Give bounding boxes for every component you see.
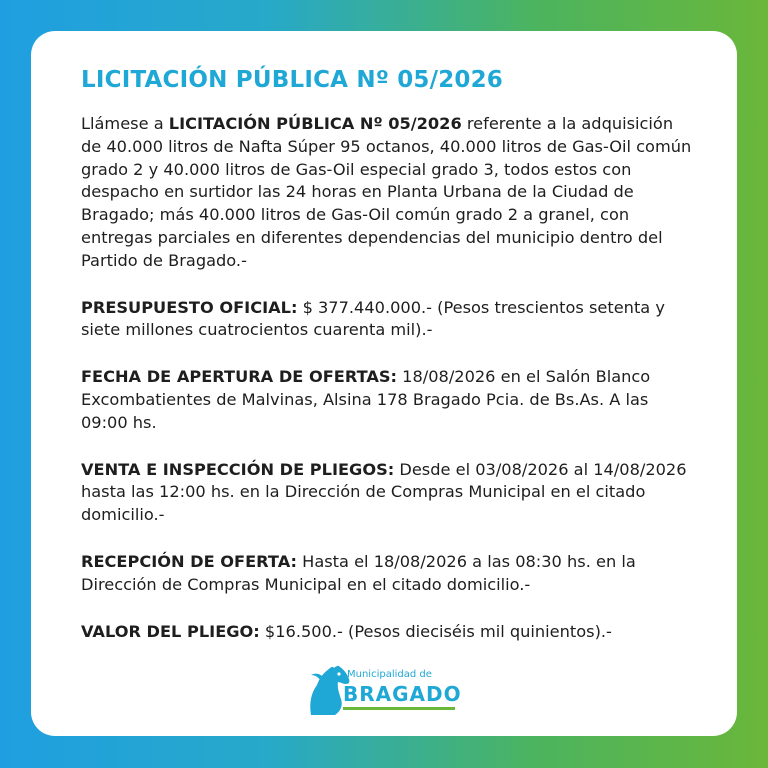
intro-prefix: Llámese a <box>81 114 169 133</box>
logo-big-text: BRAGADO <box>343 682 462 706</box>
venta-paragraph <box>81 459 697 527</box>
recepcion-label: RECEPCIÓN DE OFERTA: <box>81 551 298 571</box>
intro-paragraph <box>81 113 697 273</box>
intro-text: referente a la adquisición de 40.000 litros de Nafta Súper 95 octanos, 40.000 litros de Gas-Oil común grado 2 y 40.000 litros de Gas-Oil especial grado 3, todos estos con despacho en surtidor las 24 horas en Planta Urbana de la Ciudad de Bragado; más 40.000 litros de Gas-Oil común grado 2 a granel, con entregas parciales en diferentes dependencias del municipio dentro del Partido de Bragado.- <box>81 114 692 270</box>
presupuesto-label: PRESUPUESTO OFICIAL: <box>81 297 298 317</box>
logo-small-text: Municipalidad de <box>347 669 432 680</box>
apertura-text: 18/08/2026 en el Salón Blanco Excombatientes de Malvinas, Alsina 178 Bragado Pcia. de Bs.As. A las 09:00 hs. <box>81 367 651 432</box>
venta-text: Desde el 03/08/2026 al 14/08/2026 hasta las 12:00 hs. en la Dirección de Compras Municipal en el citado domicilio.- <box>81 459 687 525</box>
venta-label: VENTA E INSPECCIÓN DE PLIEGOS: <box>81 459 395 479</box>
recepcion-text: Hasta el 18/08/2026 a las 08:30 hs. en la Dirección de Compras Municipal en el citado domicilio.- <box>81 551 636 594</box>
valor-label: VALOR DEL PLIEGO: <box>81 621 260 641</box>
apertura-paragraph <box>81 366 697 434</box>
logo-underline <box>343 707 455 710</box>
valor-text: $16.500.- (Pesos dieciséis mil quinientos).- <box>259 621 612 641</box>
recepcion-paragraph <box>81 551 697 597</box>
notice-title: LICITACIÓN PÚBLICA Nº 05/2026 <box>81 67 504 93</box>
municipality-logo <box>303 663 463 717</box>
presupuesto-text: $ 377.440.000.- (Pesos trescientos setenta y siete millones cuatrocientos cuarenta mil).- <box>81 297 665 340</box>
apertura-label: FECHA DE APERTURA DE OFERTAS: <box>81 367 398 387</box>
notice-card <box>31 31 737 736</box>
valor-paragraph <box>81 621 697 644</box>
presupuesto-paragraph <box>81 297 697 343</box>
intro-bold: LICITACIÓN PÚBLICA Nº 05/2026 <box>168 114 462 133</box>
